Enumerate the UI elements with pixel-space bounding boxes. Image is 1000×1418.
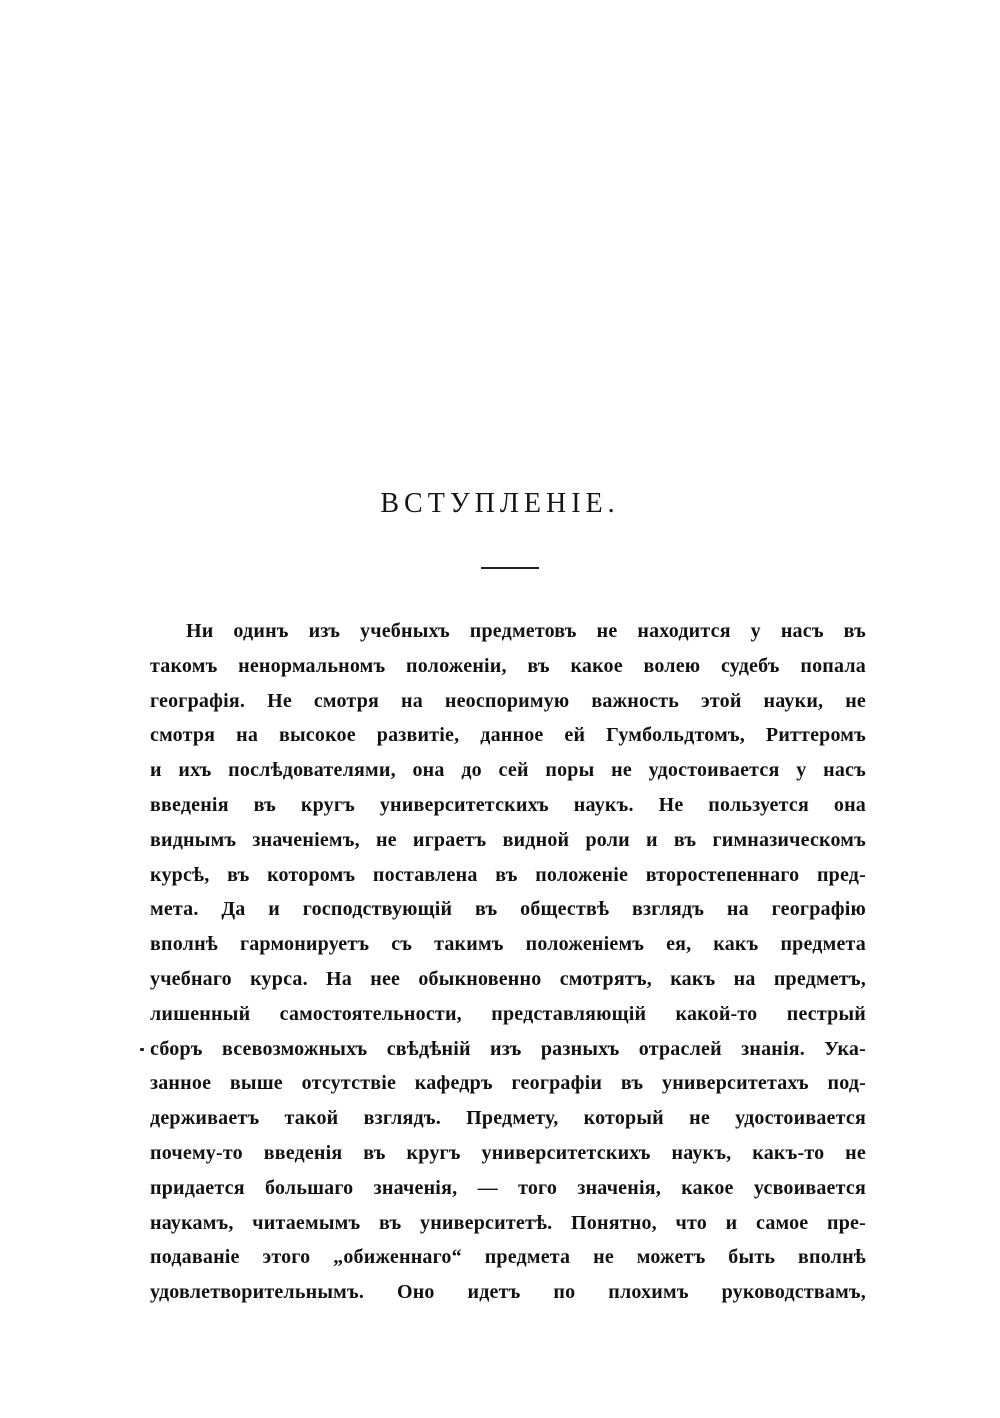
text-line: географія. Не смотря на неоспоримую важность этой науки, не bbox=[150, 689, 866, 712]
text-line: удовлетворительнымъ. Оно идетъ по плохимъ руководствамъ, bbox=[150, 1281, 866, 1304]
text-line: придается большаго значенія, — того значенія, какое усвоивается bbox=[150, 1176, 866, 1199]
text-line: подаваніе этого „обиженнаго“ предмета не можетъ быть вполнѣ bbox=[150, 1246, 866, 1269]
text-line: лишенный самостоятельности, представляющій какой-то пестрый bbox=[150, 1002, 866, 1025]
chapter-heading: ВСТУПЛЕНІЕ. bbox=[380, 488, 620, 519]
text-line: почему-то введенія въ кругъ университетскихъ наукъ, какъ-то не bbox=[150, 1141, 866, 1164]
text-line: держиваетъ такой взглядъ. Предмету, который не удостоивается bbox=[150, 1107, 866, 1130]
text-line: курсѣ, въ которомъ поставлена въ положеніе второстепеннаго пред- bbox=[150, 863, 866, 886]
text-line: Ни одинъ изъ учебныхъ предметовъ не находится у насъ въ bbox=[186, 620, 866, 642]
heading-divider bbox=[481, 567, 539, 569]
text-line: сборъ всевозможныхъ свѣдѣній изъ разныхъ отраслей знанія. Ука- bbox=[150, 1037, 866, 1060]
text-line: такомъ ненормальномъ положеніи, въ какое волею судебъ попала bbox=[150, 654, 866, 677]
text-line: мета. Да и господствующій въ обществѣ взглядъ на географію bbox=[150, 898, 866, 921]
text-line: и ихъ послѣдователями, она до сей поры не удостоивается у насъ bbox=[150, 759, 866, 782]
text-line: вполнѣ гармонируетъ съ такимъ положеніемъ ея, какъ предмета bbox=[150, 933, 866, 956]
text-line: виднымъ значеніемъ, не играетъ видной роли и въ гимназическомъ bbox=[150, 828, 866, 851]
body-paragraph bbox=[150, 614, 866, 1310]
text-line: учебнаго курса. На нее обыкновенно смотрятъ, какъ на предметъ, bbox=[150, 967, 866, 990]
text-line: смотря на высокое развитіе, данное ей Гумбольдтомъ, Риттеромъ bbox=[150, 724, 866, 747]
text-line: занное выше отсутствіе кафедръ географіи въ университетахъ под- bbox=[150, 1072, 866, 1095]
print-speck bbox=[140, 1048, 144, 1051]
text-line: наукамъ, читаемымъ въ университетѣ. Понятно, что и самое пре- bbox=[150, 1211, 866, 1234]
text-line: введенія въ кругъ университетскихъ наукъ. Не пользуется она bbox=[150, 793, 866, 816]
